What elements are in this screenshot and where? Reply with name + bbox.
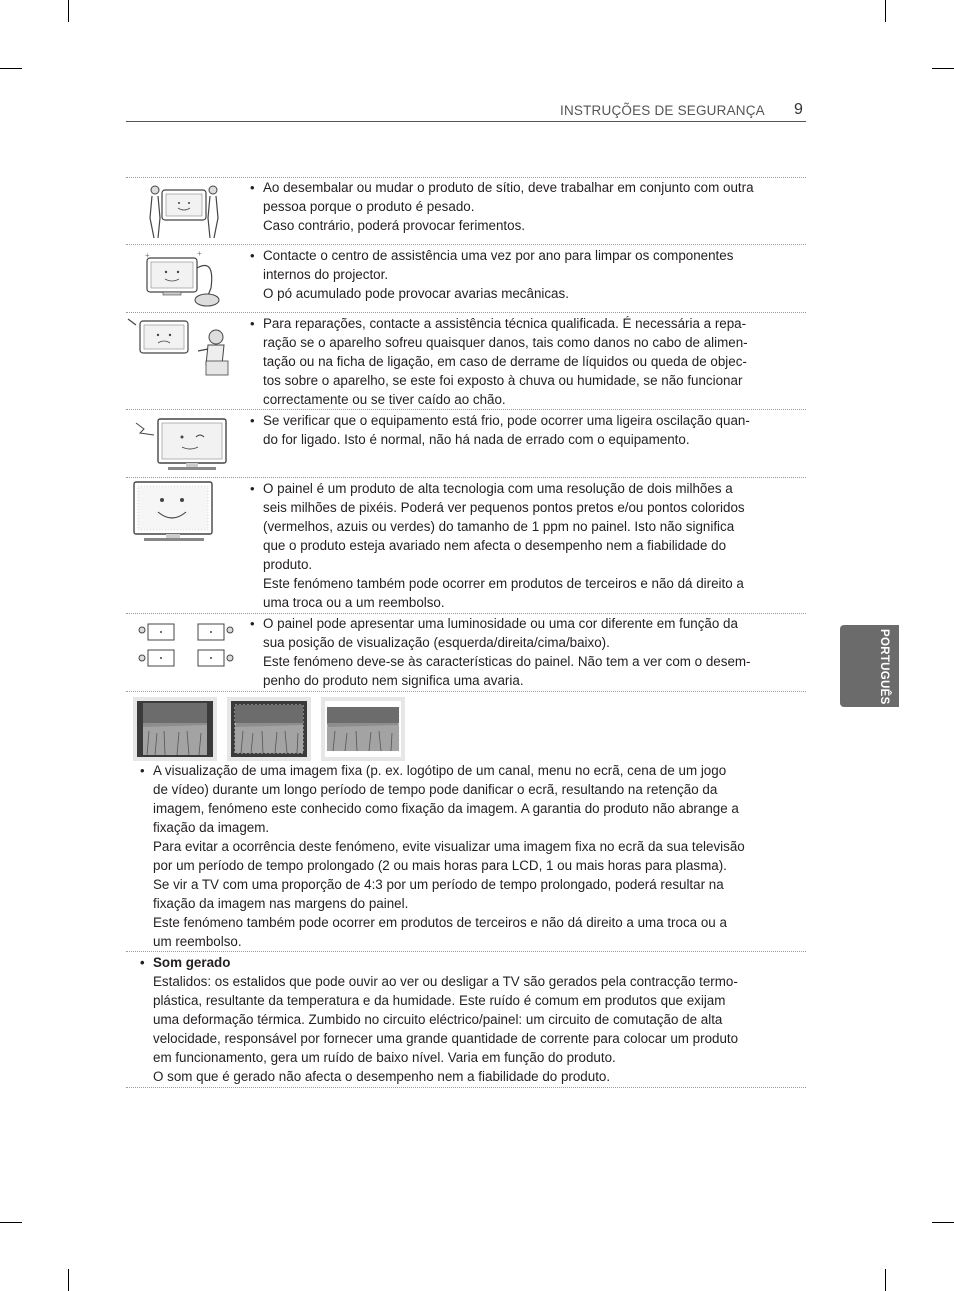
safety-text: Ao desembalar ou mudar o produto de sítio, deve trabalhar em conjunto com outra pessoa porque o produto é pesado. Caso contrário, poderá provocar ferimentos. xyxy=(263,180,754,233)
image-retention-photo-3 xyxy=(321,697,405,761)
sound-text: Som gerado Estalidos: os estalidos que pode ouvir ao ver ou desligar a TV são gerados pela contracção termo- plástica, resultante da temperatura e da humidade. Este ruído é comum em produtos que exijam uma deformação térmica. Zumbido no circuito eléctrico/painel: um circuito de comutação de alta velocidade, responsável por fornecer uma grande quantidade de corrente para colocar um produto em funcionamento, gera um ruído de baixo nível. Varia em função do produto. O som que é gerado não afecta o desempenho nem a fiabilidade do produto. xyxy=(153,953,793,1086)
row-separator xyxy=(126,244,806,245)
section-title: INSTRUÇÕES DE SEGURANÇA xyxy=(560,103,765,118)
bullet: • xyxy=(140,763,145,778)
people-carrying-tv-icon xyxy=(148,182,220,240)
row-separator xyxy=(126,1087,806,1088)
crop-mark xyxy=(885,0,886,22)
language-label: PORTUGUÊS xyxy=(878,629,890,705)
crop-mark xyxy=(68,1269,69,1291)
bullet: • xyxy=(250,481,255,496)
image-retention-photo-1 xyxy=(133,697,217,761)
bullet: • xyxy=(250,413,255,428)
crop-mark xyxy=(0,1222,22,1223)
viewing-angle-icon xyxy=(138,620,234,672)
safety-text: Se verificar que o equipamento está frio, pode ocorrer uma ligeira oscilação quan- do for ligado. Isto é normal, não há nada de errado com o equipamento. xyxy=(263,413,750,447)
crop-mark xyxy=(885,1269,886,1291)
row-separator xyxy=(126,312,806,313)
repair-technician-icon xyxy=(126,315,238,381)
image-retention-text: A visualização de uma imagem fixa (p. ex. logótipo de um canal, menu no ecrã, cena de um jogo de vídeo) durante um longo período de tempo pode danificar o ecrã, resultando na retenção da imagem, fenómeno este conhecido como fixação da imagem. A garantia do produto não abrange a fixação da imagem. Para evitar a ocorrência deste fenómeno, evite visualizar uma imagem fixa no ecrã da sua televisão por um período de tempo prolongado (2 ou mais horas para LCD, 1 ou mais horas para plasma). Se vir a TV com uma proporção de 4:3 por um período de tempo prolongado, poderá resultar na fixação da imagem nas margens do painel. Este fenómeno também pode ocorrer em produtos de terceiros e não dá direito a uma troca ou a um reembolso. xyxy=(153,763,745,949)
bullet: • xyxy=(140,955,145,970)
image-retention-photo-2 xyxy=(227,697,311,761)
crop-mark xyxy=(68,0,69,22)
language-tab xyxy=(840,625,899,707)
row-separator xyxy=(126,951,806,952)
row-separator xyxy=(126,691,806,692)
bullet: • xyxy=(250,316,255,331)
bullet: • xyxy=(250,248,255,263)
row-separator xyxy=(126,477,806,478)
safety-text: O painel é um produto de alta tecnologia com uma resolução de dois milhões a seis milhões de pixéis. Poderá ver pequenos pontos pretos e/ou pontos coloridos (vermelhos, azuis ou verdes) do tamanho de 1 ppm no painel. Isto não significa que o produto esteja avariado nem afecta o desempenho nem a fiabilidade do produto. Este fenómeno também pode ocorrer em produtos de terceiros e não dá direito a uma troca ou a um reembolso. xyxy=(263,481,745,610)
svg-text:+: + xyxy=(145,251,150,260)
bullet: • xyxy=(250,616,255,631)
safety-text: Para reparações, contacte a assistência técnica qualificada. É necessária a repa- ração se o aparelho sofreu quaisquer danos, tais como danos no cabo de alimen- tação ou na ficha de ligação, em caso de derrame de líquidos ou queda de objec- tos sobre o aparelho, se este foi exposto à chuva ou humidade, se não funcionar correctamente ou se tiver caído ao chão. xyxy=(263,316,748,407)
safety-text: O painel pode apresentar uma luminosidade ou uma cor diferente em função da sua posição de visualização (esquerda/direita/cima/baixo). Este fenómeno deve-se às características do painel. Não tem a ver com o desem- penho do produto nem significa uma avaria. xyxy=(263,616,751,688)
row-separator xyxy=(126,409,806,410)
cold-tv-icon xyxy=(132,413,232,475)
header-rule xyxy=(126,121,806,122)
vacuum-cleaning-projector-icon xyxy=(137,248,229,308)
crop-mark xyxy=(0,68,22,69)
bullet: • xyxy=(250,180,255,195)
page-number: 9 xyxy=(794,101,803,118)
pixel-panel-icon xyxy=(132,480,216,546)
crop-mark xyxy=(932,68,954,69)
crop-mark xyxy=(932,1222,954,1223)
svg-text:+: + xyxy=(197,249,202,258)
safety-text: Contacte o centro de assistência uma vez por ano para limpar os componentes internos do projector. O pó acumulado pode provocar avarias mecânicas. xyxy=(263,248,734,301)
sound-title: Som gerado xyxy=(153,955,231,970)
